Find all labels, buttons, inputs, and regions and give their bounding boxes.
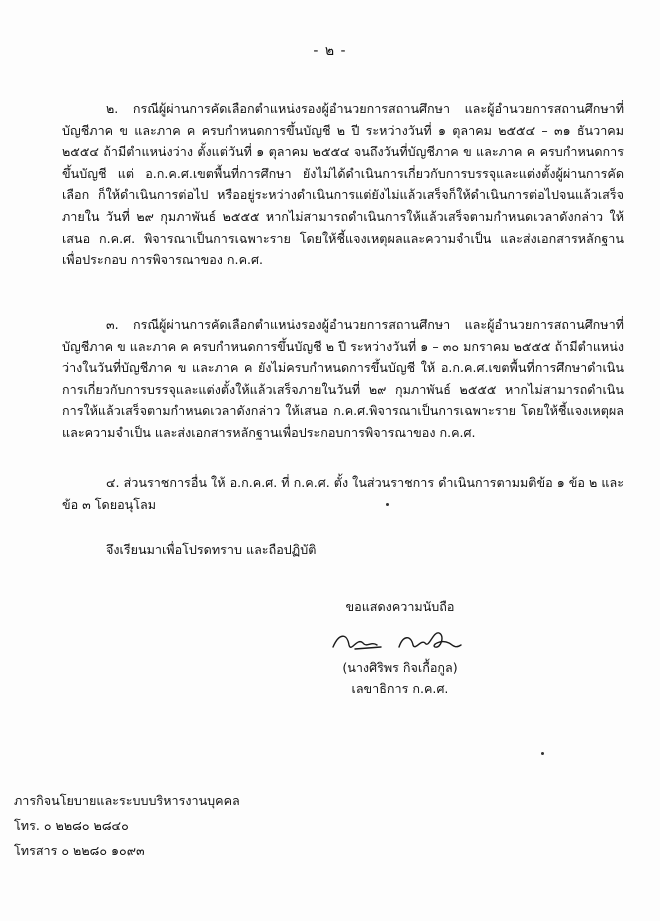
paragraph-item-2: [62, 98, 624, 271]
signer-name: (นางศิริพร กิจเกื้อกูล): [342, 660, 458, 675]
salutation: ขอแสดงความนับถือ: [345, 599, 455, 614]
footer-department: ภารกิจนโยบายและระบบบริหารงานบุคคล: [14, 793, 240, 808]
footer-contact: [14, 788, 240, 863]
footer-phone: โทร. ๐ ๒๒๘๐ ๒๘๔๐: [14, 818, 129, 833]
signer-position: เลขาธิการ ก.ค.ศ.: [351, 681, 449, 696]
paragraph-item-4-text: ๔. ส่วนราชการอื่น ให้ อ.ก.ค.ศ. ที่ ก.ค.ศ. ตั้ง ในส่วนราชการ ดำเนินการตามมติข้อ ๑ ข้อ ๒ และ ข้อ ๓ โดยอนุโลม: [62, 475, 624, 512]
closing-statement: จึงเรียนมาเพื่อโปรดทราบ และถือปฏิบัติ: [106, 542, 317, 557]
handwritten-signature: [325, 623, 475, 657]
page-number: - ๒ -: [313, 43, 347, 59]
scan-speck: [386, 503, 389, 506]
paragraph-item-2-text: ๒. กรณีผู้ผ่านการคัดเลือกตำแหน่งรองผู้อำนวยการสถานศึกษา และผู้อำนวยการสถานศึกษาที่บัญชีภาค ข และภาค ค ครบกำหนดการขึ้นบัญชี ๒ ปี ระหว่างวันที่ ๑ ตุลาคม ๒๕๕๔ – ๓๑ ธันวาคม ๒๕๕๔ ถ้ามีตำแหน่งว่าง ตั้งแต่วันที่ ๑ ตุลาคม ๒๕๕๔ จนถึงวันที่บัญชีภาค ข และภาค ค ครบกำหนดการขึ้นบัญชี แต่ อ.ก.ค.ศ.เขตพื้นที่การศึกษา ยังไม่ได้ดำเนินการเกี่ยวกับการบรรจุและแต่งตั้งผู้ผ่านการคัดเลือก ก็ให้ดำเนินการต่อไป หรืออยู่ระหว่างดำเนินการแต่ยังไม่แล้วเสร็จก็ให้ดำเนินการต่อไปจนแล้วเสร็จภายใน วันที่ ๒๙ กุมภาพันธ์ ๒๕๕๕ หากไม่สามารถดำเนินการให้แล้วเสร็จตามกำหนดเวลาดังกล่าว ให้เสนอ ก.ค.ศ. พิจารณาเป็นการเฉพาะราย โดยให้ชี้แจงเหตุผลและความจำเป็น และส่งเอกสารหลักฐานเพื่อประกอบ การพิจารณาของ ก.ค.ศ.: [62, 101, 624, 268]
scan-speck: [541, 752, 544, 755]
paragraph-item-3-text: ๓. กรณีผู้ผ่านการคัดเลือกตำแหน่งรองผู้อำนวยการสถานศึกษา และผู้อำนวยการสถานศึกษาที่บัญชีภาค ข และภาค ค ครบกำหนดการขึ้นบัญชี ๒ ปี ระหว่างวันที่ ๑ – ๓๐ มกราคม ๒๕๕๕ ถ้ามีตำแหน่งว่างในวันที่บัญชีภาค ข และภาค ค ยังไม่ครบกำหนดการขึ้นบัญชี ให้ อ.ก.ค.ศ.เขตพื้นที่การศึกษาดำเนินการเกี่ยวกับการบรรจุและแต่งตั้งให้แล้วเสร็จภายในวันที่ ๒๙ กุมภาพันธ์ ๒๕๕๕ หากไม่สามารถดำเนินการให้แล้วเสร็จตามกำหนดเวลาดังกล่าว ให้เสนอ ก.ค.ศ.พิจารณาเป็นการเฉพาะราย โดยให้ชี้แจงเหตุผลและความจำเป็น และส่งเอกสารหลักฐานเพื่อประกอบการพิจารณาของ ก.ค.ศ.: [62, 317, 624, 440]
footer-fax: โทรสาร ๐ ๒๒๘๐ ๑๐๙๓: [14, 843, 145, 858]
signature-block: [300, 596, 500, 699]
paragraph-item-4: [62, 472, 624, 515]
paragraph-item-3: [62, 314, 624, 444]
